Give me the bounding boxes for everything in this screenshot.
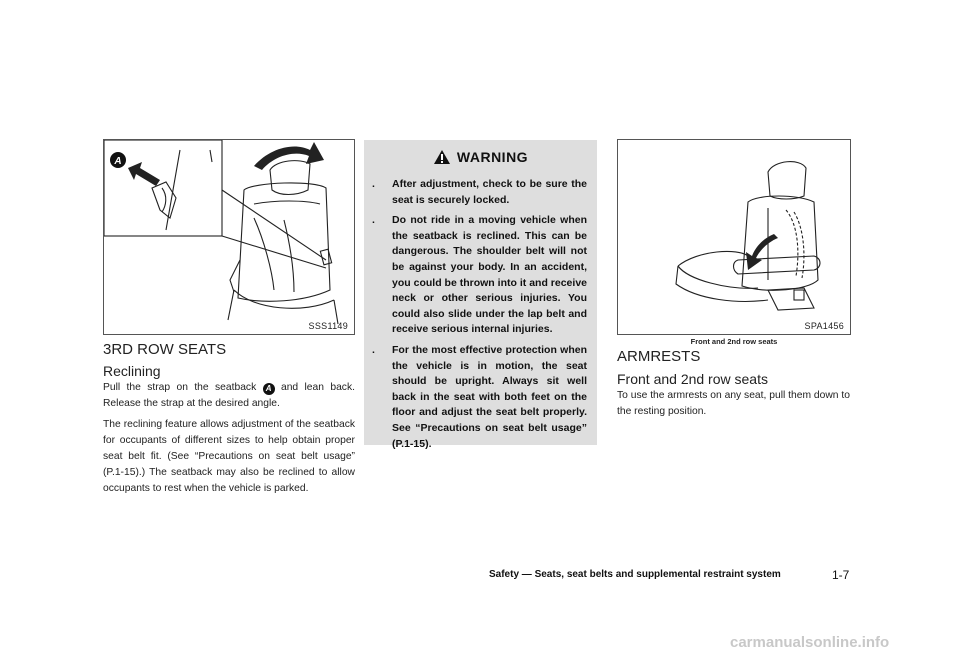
warning-item-text: Do not ride in a moving vehicle when the seatback is reclined. This can be dangerous. The shoulder belt will not be against your body. In an accident, you could be thrown into it and receive neck or other serious injuries. You could also slide under the lap belt and receive serious internal injuries.	[392, 214, 587, 336]
subsection-title-front-2nd-row: Front and 2nd row seats	[617, 371, 768, 387]
warning-item-text: For the most effective protection when the vehicle is in motion, the seat should be upright. Always sit well back in the seat with both feet on the floor and adjust the seat belt properly. See “Precautions on seat belt usage” (P.1-15).	[392, 343, 587, 450]
figure-code: SSS1149	[308, 321, 348, 331]
warning-item	[372, 177, 587, 208]
armrest-paragraph-1: To use the armrests on any seat, pull them down to the resting position.	[617, 390, 850, 417]
paragraph-1-part-b: and lean back. Release the strap at the desired angle.	[103, 382, 355, 409]
figure-front-seat-armrest	[617, 139, 851, 335]
warning-list	[372, 177, 587, 457]
reclining-paragraph-1	[103, 380, 355, 412]
figure-caption: Front and 2nd row seats	[690, 337, 778, 346]
reclining-body	[103, 380, 355, 502]
callout-a-icon: A	[263, 383, 275, 395]
warning-box	[364, 140, 597, 450]
seat-reclining-illustration	[104, 140, 354, 334]
section-title-3rd-row: 3RD ROW SEATS	[103, 341, 227, 358]
figure-code: SPA1456	[804, 321, 844, 331]
figure-third-row-seat	[103, 139, 355, 335]
warning-triangle-icon	[433, 149, 451, 165]
paragraph-1-part-a: Pull the strap on the seatback	[103, 382, 257, 393]
warning-item-text: After adjustment, check to be sure the seat is securely locked.	[392, 178, 587, 206]
warning-bullet: .	[372, 214, 375, 227]
warning-item	[372, 213, 587, 338]
warning-bullet: .	[372, 343, 375, 356]
warning-bullet: .	[372, 178, 375, 190]
warning-header	[364, 140, 597, 173]
warning-item	[372, 343, 587, 452]
section-title-armrests: ARMRESTS	[617, 348, 701, 365]
warning-title: WARNING	[456, 148, 529, 165]
armrest-illustration	[618, 140, 850, 334]
watermark: carmanualsonline.info	[730, 634, 890, 651]
reclining-paragraph-2: The reclining feature allows adjustment of the seatback for occupants of different sizes to help obtain proper seat belt fit. (See “Precautions on seat belt usage” (P.1-15).) The seatback may also be reclined to allow occupants to rest when the vehicle is parked.	[103, 419, 355, 494]
footer-section-title: Safety — Seats, seat belts and supplemental restraint system	[489, 569, 781, 580]
page-number: 1-7	[832, 568, 850, 582]
subsection-title-reclining: Reclining	[103, 363, 161, 379]
svg-text:A: A	[114, 156, 122, 167]
